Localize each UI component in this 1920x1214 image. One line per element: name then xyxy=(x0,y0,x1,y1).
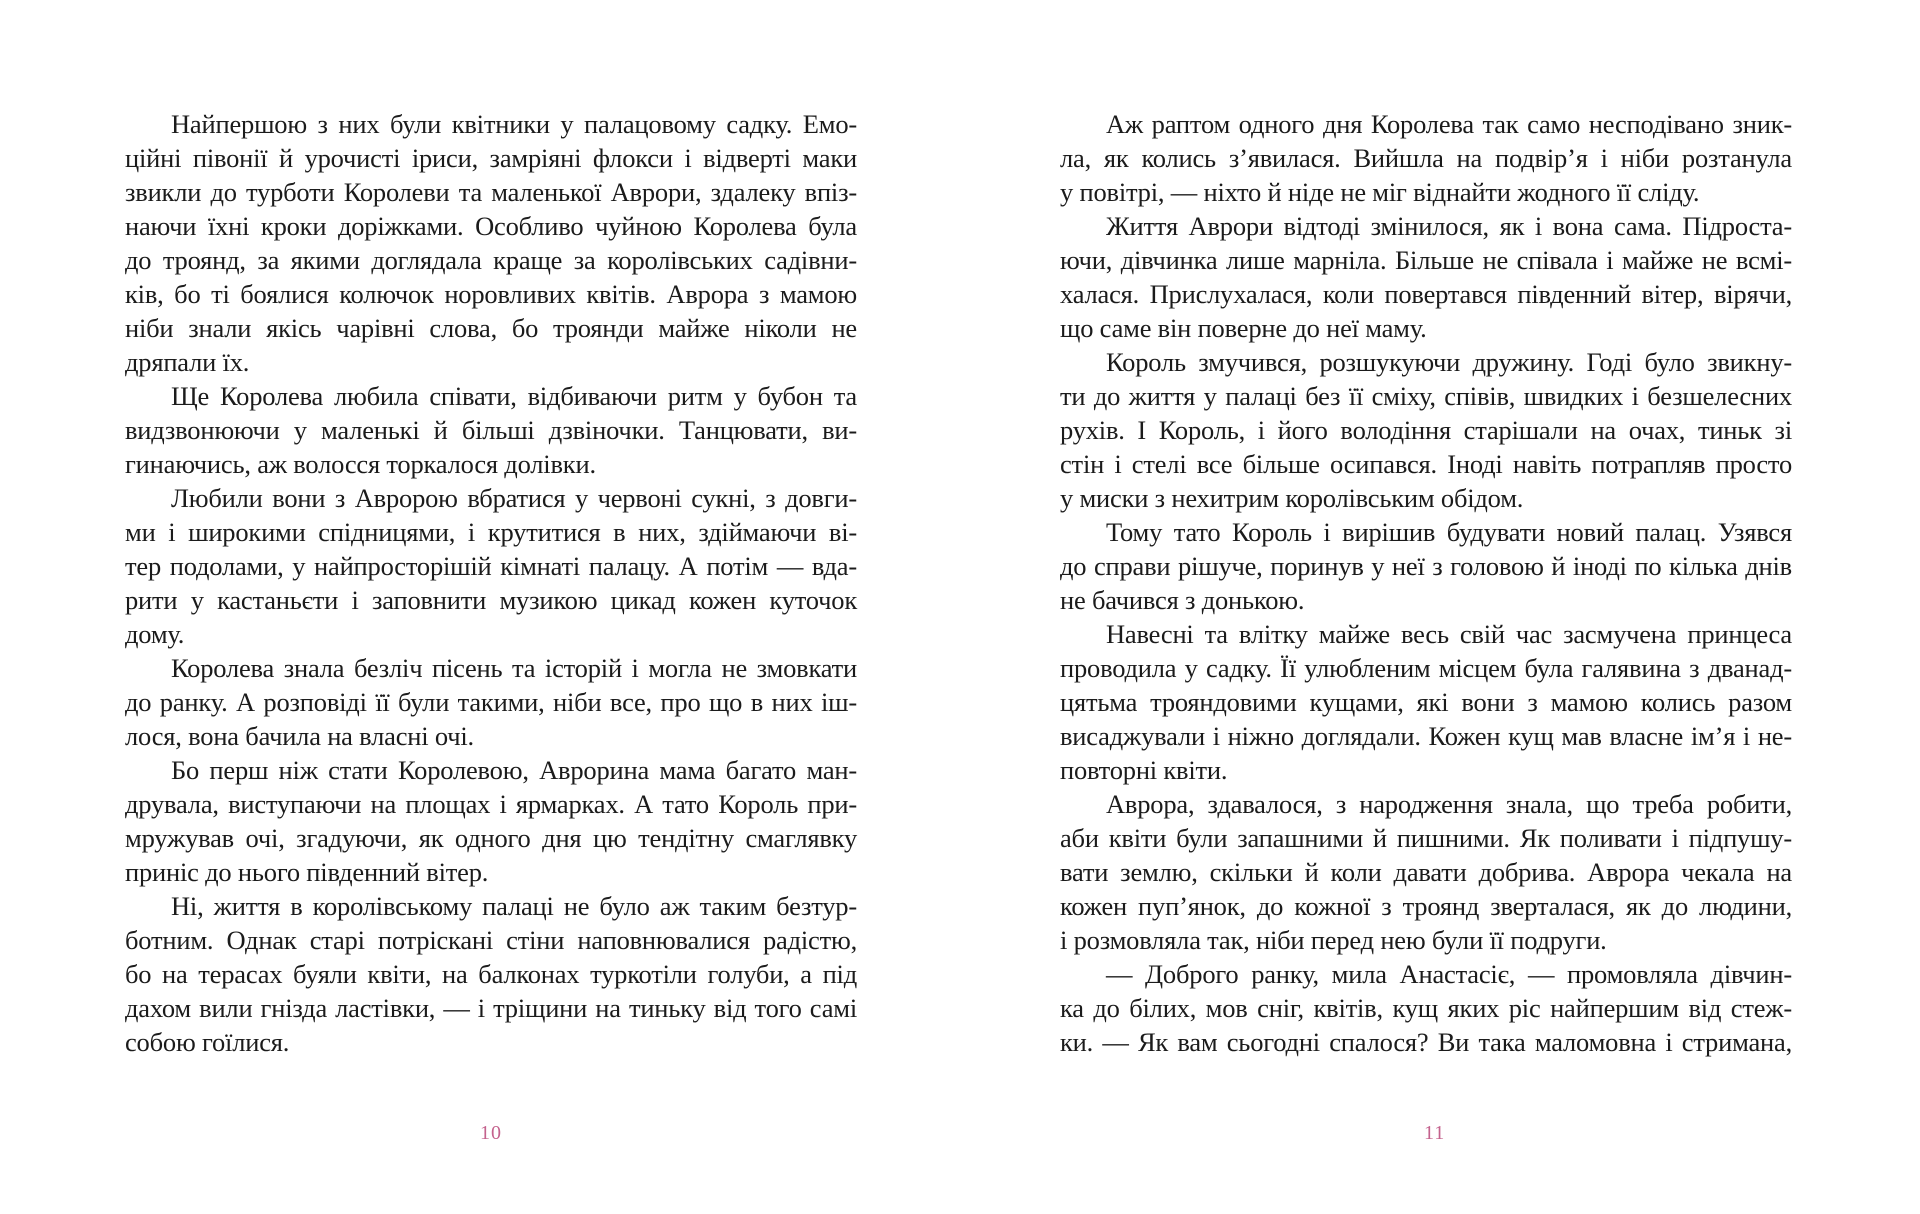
text-line: цятьма трояндовими кущами, які вони з мамою колись разом xyxy=(1060,687,1792,717)
text-line: Найпершою з них були квітники у палацовому садку. Емо- xyxy=(171,109,857,139)
text-line: дахом вили гнізда ластівки, — і тріщини на тиньку від того самі xyxy=(125,993,857,1023)
paragraph xyxy=(1060,515,1792,617)
text-line: рити у кастаньєти і заповнити музикою цикад кожен куточок xyxy=(125,585,857,615)
text-line: ботним. Однак старі потріскані стіни наповнювалися радістю, xyxy=(125,925,857,955)
text-line: Аж раптом одного дня Королева так само несподівано зник- xyxy=(1106,109,1792,139)
paragraph xyxy=(1060,787,1792,957)
paragraph xyxy=(125,481,857,651)
right-page xyxy=(960,0,1920,1214)
text-line: у повітрі, — ніхто й ніде не міг віднайти жодного її сліду. xyxy=(1060,177,1700,207)
text-line: вати землю, скільки й коли давати добрива. Аврора чекала на xyxy=(1060,857,1792,887)
text-line: Аврора, здавалося, з народження знала, що треба робити, xyxy=(1106,789,1792,819)
text-line: стін і стелі все більше осипався. Іноді навіть потрапляв просто xyxy=(1060,449,1792,479)
page-number: 10 xyxy=(480,1122,502,1144)
text-line: висаджували і ніжно доглядали. Кожен кущ мав власне ім’я і не- xyxy=(1060,721,1792,751)
text-line: видзвонюючи у маленькі й більші дзвіночки. Танцювати, ви- xyxy=(125,415,857,445)
text-line: дряпали їх. xyxy=(125,347,250,377)
text-line: Тому тато Король і вирішив будувати новий палац. Узявся xyxy=(1106,517,1792,547)
text-line: лося, вона бачила на власні очі. xyxy=(125,721,474,751)
text-line: ки. — Як вам сьогодні спалося? Ви така маломовна і стримана, xyxy=(1060,1027,1792,1057)
paragraph xyxy=(125,753,857,889)
text-line: до справи рішуче, поринув у неї з головою й іноді по кілька днів xyxy=(1060,551,1792,581)
text-line: Ні, життя в королівському палаці не було аж таким безтур- xyxy=(171,891,857,921)
page-number: 11 xyxy=(1424,1122,1446,1144)
text-line: рухів. І Король, і його володіння старішали на очах, тиньк зі xyxy=(1060,415,1792,445)
paragraph xyxy=(1060,209,1792,345)
text-line: ка до білих, мов сніг, квітів, кущ яких ріс найпершим від стеж- xyxy=(1060,993,1792,1023)
text-line: Навесні та влітку майже весь свій час засмучена принцеса xyxy=(1106,619,1792,649)
text-line: халася. Прислухалася, коли повертався південний вітер, вірячи, xyxy=(1060,279,1792,309)
text-line: наючи їхні кроки доріжками. Особливо чуйною Королева була xyxy=(125,211,857,241)
text-line: Життя Аврори відтоді змінилося, як і вона сама. Підроста- xyxy=(1106,211,1792,241)
text-line: проводила у садку. Її улюбленим місцем була галявина з дванад- xyxy=(1060,653,1792,683)
text-line: тер подолами, у найпросторішій кімнаті палацу. А потім — вда- xyxy=(125,551,857,581)
text-line: Король змучився, розшукуючи дружину. Годі було звикну- xyxy=(1106,347,1792,377)
text-line: не бачився з донькою. xyxy=(1060,585,1305,615)
text-line: повторні квіти. xyxy=(1060,755,1228,785)
paragraph xyxy=(125,107,857,379)
text-line: приніс до нього південний вітер. xyxy=(125,857,489,887)
text-line: ніби знали якісь чарівні слова, бо троянди майже ніколи не xyxy=(125,313,857,343)
left-page-text-column xyxy=(125,107,857,1059)
text-line: у миски з нехитрим королівським обідом. xyxy=(1060,483,1524,513)
text-line: що саме він поверне до неї маму. xyxy=(1060,313,1427,343)
paragraph xyxy=(1060,345,1792,515)
paragraph xyxy=(125,379,857,481)
text-line: мружував очі, згадуючи, як одного дня цю тендітну смаглявку xyxy=(125,823,857,853)
text-line: гинаючись, аж волосся торкалося долівки. xyxy=(125,449,596,479)
text-line: собою гоїлися. xyxy=(125,1027,290,1057)
paragraph xyxy=(125,889,857,1059)
text-line: дому. xyxy=(125,619,185,649)
paragraph xyxy=(1060,107,1792,209)
text-line: ків, бо ті боялися колючок норовливих квітів. Аврора з мамою xyxy=(125,279,857,309)
text-line: Любили вони з Авророю вбратися у червоні сукні, з довги- xyxy=(171,483,857,513)
text-line: ми і широкими спідницями, і крутитися в них, здіймаючи ві- xyxy=(125,517,857,547)
text-line: Королева знала безліч пісень та історій і могла не змовкати xyxy=(171,653,857,683)
paragraph xyxy=(1060,617,1792,787)
right-page-text-column xyxy=(1060,107,1792,1059)
text-line: Бо перш ніж стати Королевою, Аврорина мама багато ман- xyxy=(171,755,857,785)
text-line: ючи, дівчинка лише марніла. Більше не співала і майже не всмі- xyxy=(1060,245,1792,275)
text-line: аби квіти були запашними й пишними. Як поливати і підпушу- xyxy=(1060,823,1792,853)
text-line: бо на терасах буяли квіти, на балконах туркотіли голуби, а під xyxy=(125,959,857,989)
text-line: ти до життя у палаці без її сміху, співів, швидких і безшелесних xyxy=(1060,381,1792,411)
text-line: друвала, виступаючи на площах і ярмарках. А тато Король при- xyxy=(125,789,857,819)
text-line: ційні півонії й урочисті іриси, замріяні флокси і відверті маки xyxy=(125,143,857,173)
text-line: Ще Королева любила співати, відбиваючи ритм у бубон та xyxy=(171,381,857,411)
text-line: і розмовляла так, ніби перед нею були її подруги. xyxy=(1060,925,1607,955)
text-line: до ранку. А розповіді її були такими, ніби все, про що в них іш- xyxy=(125,687,857,717)
text-line: до троянд, за якими доглядала краще за королівських садівни- xyxy=(125,245,857,275)
text-line: звикли до турботи Королеви та маленької Аврори, здалеку впіз- xyxy=(125,177,857,207)
text-line: ла, як колись з’явилася. Вийшла на подвір’я і ніби розтанула xyxy=(1060,143,1792,173)
paragraph xyxy=(125,651,857,753)
text-line: — Доброго ранку, мила Анастасіє, — промовляла дівчин- xyxy=(1106,959,1792,989)
text-line: кожен пуп’янок, до кожної з троянд зверталася, як до людини, xyxy=(1060,891,1792,921)
paragraph xyxy=(1060,957,1792,1059)
